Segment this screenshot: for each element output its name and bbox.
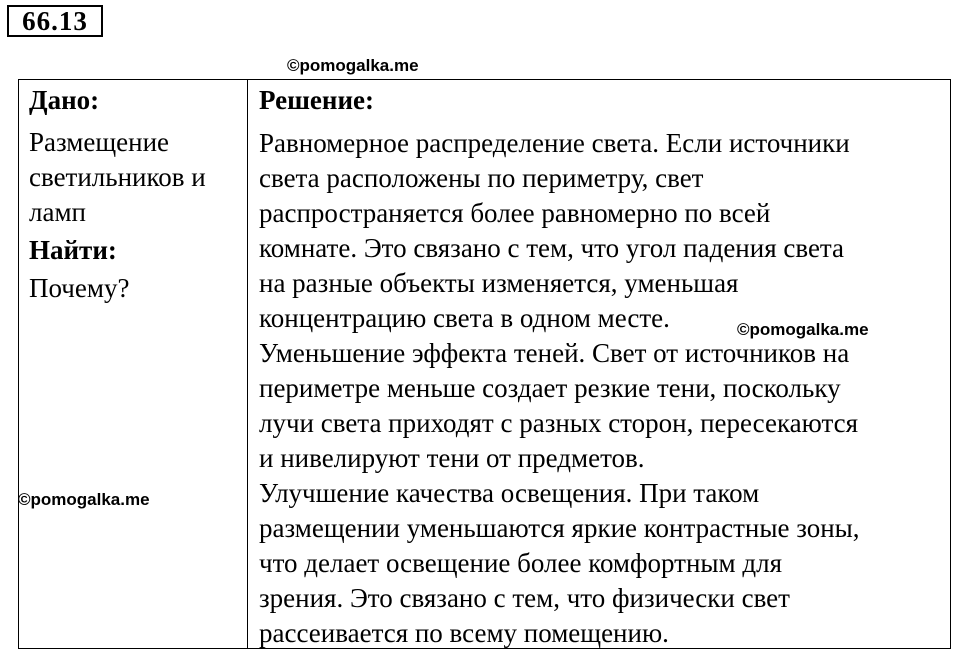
given-heading: Дано:	[29, 85, 100, 115]
solution-line: периметре меньше создает резкие тени, поскольку	[259, 373, 841, 403]
watermark-middle: ©pomogalka.me	[737, 320, 869, 339]
solution-line: на разные объекты изменяется, уменьшая	[259, 268, 739, 298]
solution-line: размещении уменьшаются яркие контрастные зоны,	[259, 513, 860, 543]
watermark-left: ©pomogalka.me	[18, 490, 150, 509]
solution-line: лучи света приходят с разных сторон, пересекаются	[259, 408, 858, 438]
solution-line: и нивелируют тени от предметов.	[259, 443, 645, 473]
solution-line: концентрацию света в одном месте.	[259, 303, 670, 333]
solution-line: Улучшение качества освещения. При таком	[259, 478, 760, 508]
solution-paragraph-light-distribution	[259, 126, 949, 336]
find-heading: Найти:	[29, 235, 117, 265]
column-divider	[247, 80, 248, 648]
solution-heading: Решение:	[259, 85, 374, 115]
given-line: светильников и	[29, 162, 206, 192]
solution-line: что делает освещение более комфортным для	[259, 548, 783, 578]
solution-line: зрения. Это связано с тем, что физически свет	[259, 583, 790, 613]
given-line: Размещение	[29, 127, 170, 157]
solution-column	[259, 80, 949, 651]
given-line: ламп	[29, 197, 86, 227]
find-text: Почему?	[29, 273, 130, 303]
solution-line: Равномерное распределение света. Если источники	[259, 128, 850, 158]
solution-table	[18, 79, 951, 649]
solution-line: комнате. Это связано с тем, что угол падения света	[259, 233, 845, 263]
solution-paragraph-shadows	[259, 336, 949, 476]
solution-paragraph-lighting-quality	[259, 476, 949, 651]
given-text	[29, 125, 241, 230]
given-column	[29, 80, 241, 306]
solution-line: рассеивается по всему помещению.	[259, 618, 669, 648]
watermark-top: ©pomogalka.me	[287, 56, 419, 75]
problem-number: 66.13	[7, 5, 103, 37]
solution-line: Уменьшение эффекта теней. Свет от источников на	[259, 338, 850, 368]
solution-line: света расположены по периметру, свет	[259, 163, 704, 193]
solution-line: распространяется более равномерно по всей	[259, 198, 771, 228]
